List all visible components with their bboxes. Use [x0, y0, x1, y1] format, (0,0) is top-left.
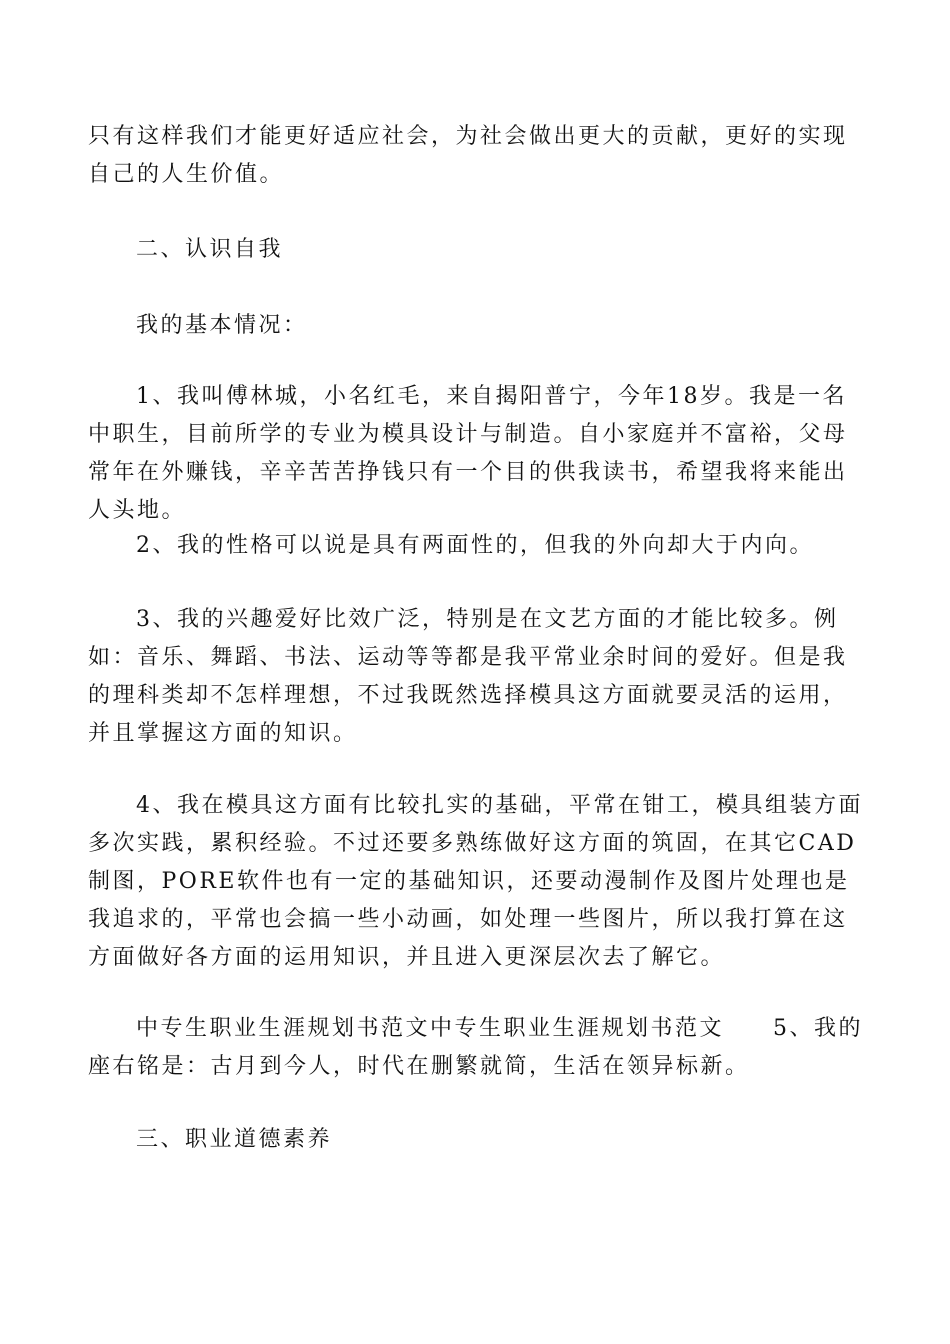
- section-heading-self-knowledge: 二、认识自我: [136, 237, 284, 262]
- paragraph-continuation: 只有这样我们才能更好适应社会，为社会做出更大的贡献，更好的实现自己的人生价值。: [88, 124, 848, 187]
- paragraph-item-3: 3、我的兴趣爱好比效广泛，特别是在文艺方面的才能比较多。例如：音乐、舞蹈、书法、运动等等都是我平常业余时间的爱好。但是我的理科类却不怎样理想，不过我既然选择模具这方面就要灵活的运用，并且掌握这方面的知识。: [88, 607, 848, 746]
- paragraph-item-5: 中专生职业生涯规划书范文中专生职业生涯规划书范文 5、我的座右铭是：古月到今人，时代在删繁就简，生活在领异标新。: [88, 1016, 863, 1079]
- section-heading-professional-ethics: 三、职业道德素养: [136, 1127, 333, 1152]
- paragraph-basic-info-heading: 我的基本情况：: [136, 313, 308, 338]
- paragraph-item-2: 2、我的性格可以说是具有两面性的，但我的外向却大于内向。: [136, 533, 814, 558]
- paragraph-item-1: 1、我叫傅林城，小名红毛，来自揭阳普宁，今年18岁。我是一名中职生，目前所学的专业为模具设计与制造。自小家庭并不富裕，父母常年在外赚钱，辛辛苦苦挣钱只有一个目的供我读书，希望我将来能出人头地。: [88, 384, 848, 523]
- paragraph-item-4: 4、我在模具这方面有比较扎实的基础，平常在钳工，模具组装方面多次实践，累积经验。不过还要多熟练做好这方面的筑固，在其它CAD制图，PORE软件也有一定的基础知识，还要动漫制作及图片处理也是我追求的，平常也会搞一些小动画，如处理一些图片，所以我打算在这方面做好各方面的运用知识，并且进入更深层次去了解它。: [88, 793, 863, 970]
